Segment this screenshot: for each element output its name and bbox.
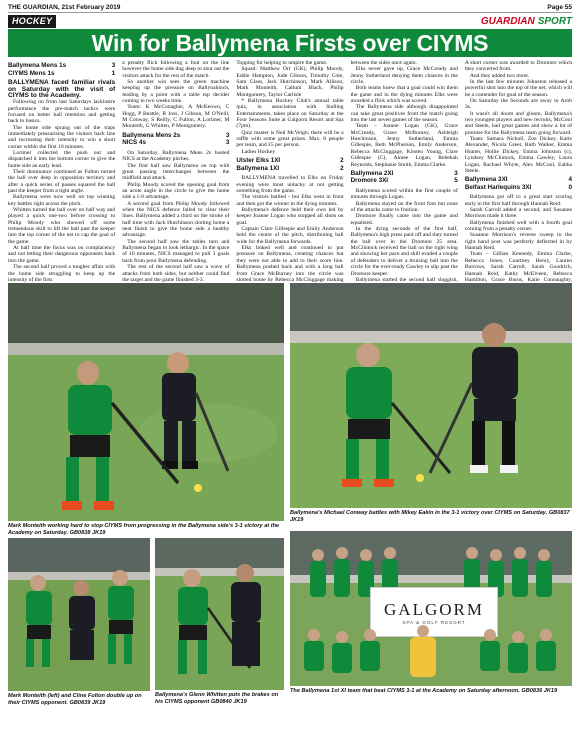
column-2 [122, 60, 230, 283]
headline: Win for Ballymena Firsts over CIYMS [8, 29, 572, 57]
paragraph: On Saturday the Seconds are away to Arob 3s. [464, 98, 573, 111]
photo-caption: Ballymena's Michael Conway battles with Mikey Eakin in the 3-1 victory over CIYMS on Saturday. GB0837 JK19 [290, 510, 570, 523]
photo-image [290, 283, 572, 508]
paragraph: Captain Clare Gillespie and Emily Anderson held the centre of the pitch, distributing ball wide for the Ballymena forwards. [236, 226, 344, 245]
column-4 [350, 60, 458, 283]
section-tag [8, 15, 56, 28]
team-score: 0 [568, 183, 573, 191]
paragraph: Team – Gillian Kennedy, Emma Clarke, Rebecca Jones, Courtney Henry, Lauren Burrows, Sarah Carroll, Sarah Goodrich, Hannah Reid, Kathy McElveen, Rebecca Hamilton, Grace Burns, Katie Connaughty, [464, 251, 573, 283]
paragraph: Team: Samara Nicholl, Zoe Dickey, Katie Alexander, Nicola Greer, Ruth Walker, Emma Hunter, Hollie Dickey, Emma Johnston (c), Lyndsey McClintock, Emma Gawley, Laura Logan, Rachael Whyte, Alex McCool, Eabha Steele. [464, 136, 573, 174]
team-score: 5 [454, 177, 458, 185]
team-name: Ulster Elks 1XI [236, 157, 281, 165]
paragraph: Ballymena finished well with a fourth goal coming from a penalty corner. [464, 219, 573, 233]
score-line [351, 177, 458, 185]
score-block [351, 170, 458, 185]
photo-image [155, 538, 284, 690]
paragraph: Team: K McConaghie, A McKeown, C Hogg, P Beattie, R Joss, J Gibson, M O'Neill, M Conway, S Reilly, C Fulton, A Lorimer, M Monteith, G Whitten, P Montgomery. [122, 104, 230, 130]
team-name: Dromore 3XI [350, 177, 389, 185]
page-header [8, 2, 572, 13]
photo-caption: The Ballymena 1st XI team that beat CIYMS 3-1 at the Academy on Saturday afternoon. GB0836 JK19 [290, 688, 558, 694]
photo-monteith-fulton [8, 538, 150, 691]
team-score: 3 [225, 131, 230, 139]
article-lead: BALLYMENA faced familiar rivals on Saturday with the visit of CIYMS to the Academy. [8, 79, 116, 99]
paragraph: Ballymena were now well on top winning key battles right across the pitch. [8, 194, 116, 207]
score-block [236, 157, 343, 172]
paragraph: In the dying seconds of the first half, Ballymena's high press paid off and they turned the ball over in the Dromore 25 area. McClintock received the ball on the right wing and showing her pace and skill evaded a couple of defenders to deliver a bruising ball into the circle for the ever-ready Gawley to slip past the Dromore keeper. [350, 226, 458, 277]
score-line [8, 70, 115, 78]
paragraph: The second half saw the tables turn and Ballymena began to look lethargic. In the space of 10 minutes, NICS managed to pull 3 goals back from poor Ballymena defending. [122, 238, 230, 264]
paragraph: Sarah Carroll added a second, and Susanne Morrison made it three. [464, 207, 573, 220]
team-name: Belfast Harlequins 3XI [464, 183, 532, 191]
photo-monteith [8, 283, 284, 521]
section-label: HOCKEY [12, 16, 53, 26]
score-line [8, 62, 115, 70]
score-block [8, 62, 115, 77]
paragraph: In the last few minutes Johnston released a powerful shot into the top of the net, which will be a contender for goal of the season. [464, 79, 573, 98]
paragraph: Quiz master is Neil McVeigh; there will be a raffle with some great prizes. Max. 8 people per team, and £5 per person. [236, 129, 344, 149]
paragraph: Whitten turned the ball over on half way and played a quick one-two before crossing to Philip Moody who showed off some tremendous skill to lift the ball past the keeper into the top corner of the net to cap the goal of the game. [8, 207, 116, 245]
column-3 [236, 60, 344, 283]
photo-whitten [155, 538, 284, 690]
paragraph: Ballymena's defence held their own led by keeper Joanne Logan who stopped all shots on goal. [236, 207, 344, 226]
paragraph: The second half proved a tougher affair with the home side struggling to keep up the intensity of the first. [8, 264, 116, 283]
score-line [465, 176, 572, 184]
team-name: Ballymena 2XI [350, 169, 394, 177]
team-score: 1 [111, 69, 116, 77]
paragraph: Topping for helping to umpire the game. [236, 60, 328, 66]
paragraph: On Saturday, Ballymena Mens 2s hosted NICS at the Academy pitches. [122, 149, 230, 163]
photo-caption: Mark Monteith (left) and Cline Fulton double up on their CIYMS opponent. GB0839 JK19 [8, 693, 142, 706]
score-line [122, 139, 229, 147]
photo-image [8, 283, 284, 521]
paragraph: Elks linked well and continued to put pressure on Ballymena, creating chances but they were not able to add to their score line. Ballymena pushed back and with a long ball from Grace McBurney into the circle was slotted home by Rebecca McCluggage making [236, 245, 344, 283]
score-block [465, 176, 572, 191]
score-block [122, 132, 229, 147]
paragraph: The rest of the second half saw a wave of attacks from both sides, but neither could find the target and the game finished 3-3. [122, 264, 230, 283]
paragraph: Their dominance continued as Fulton turned the ball over deep in opposition territory and after a quick series of passes squared the ball past the keeper from a tight angle. [8, 169, 116, 195]
publication-date: THE GUARDIAN, 21st February 2019 [8, 3, 121, 11]
masthead-guardian: GUARDIAN [480, 16, 535, 27]
team-name: Ballymena Mens 1s [8, 62, 67, 69]
score-line [465, 184, 572, 192]
paragraph: The home side sprang out of the traps immediately pressurising the visitors back line and increasing their intensity to win a short corner within the first 10 minutes. [8, 124, 116, 150]
column-5 [464, 60, 573, 283]
paragraph: a penalty flick following a foul on the line however the home side dug deep to shut out the visitors attack for the rest of the match. [122, 60, 230, 79]
paragraph: Philip Moody scored the opening goal from an acute angle in the circle to give the home side a 1-0 advantage. [122, 181, 230, 201]
article-body [8, 60, 573, 283]
section-bar [8, 15, 572, 28]
photo-conway [290, 283, 572, 508]
team-name: Ballymena 3XI [464, 176, 508, 184]
paragraph: The Ballymena side although disappointed can take great positives from the match going into the last seven games of the season. [350, 104, 458, 124]
paragraph: Squad: Matthew Orr (GK), Philip Moody, Eddie Hampton, Jude Gibson, Timothy Cole, Sam Glass, Jack Hutchinson, Mark Allison, Mark Monteith, Callum Black, Philip Montgomery, Taylor Carlisle [236, 66, 344, 98]
paragraph: Dromore finally came into the game and equalised. [350, 213, 458, 226]
paragraph: A short corner was awarded to Dromore which they converted from. [464, 60, 573, 73]
sponsor-tagline: SPA & GOLF RESORT [402, 619, 466, 625]
photo-image [8, 538, 150, 691]
paragraph: Lorimer collected the push out and dispatched it into the bottom corner to give the home side an early lead. [8, 149, 116, 169]
score-line [236, 157, 343, 165]
sponsor-brand: GALGORM [384, 599, 484, 619]
paragraph: Team – Joanne Logan (GK), Grace McCready, Grace McBurney, Ashleigh Hutchinson, Jenny Sutherland, Emma Gillespie, Beth McPherson, Emily Anderson, Rebecca McCluggage, Kirsten Young, Clare Gillespie (C), Aimee Logan, Rebekah Reynolds, Stephanie Smith, Emma Clarke. [350, 123, 458, 168]
paragraph: Following on from last Saturdays lacklustre performance the pre-match tactics were focused on better ball retention and getting back to basics. [8, 99, 116, 125]
paragraph: Ballymena stayed on the front foot but none of the attacks came to fruition. [350, 200, 458, 214]
team-score: 4 [568, 176, 573, 184]
team-name: Ballymena 1XI [236, 164, 280, 172]
paragraph: Ballymena scored within the first couple of minutes through Logan. [350, 188, 458, 201]
paragraph: * Ballymena Hockey Club's annual table quiz, in association with Stalling Entertainments, takes place on Saturday at the Four Seasons Suite at Galgorm Resort and Spa (7pm). [236, 98, 344, 130]
paragraph: Both teams knew that a goal could win them the game and in the dying minutes Elks were awarded a flick which was scored. [350, 85, 458, 105]
score-line [351, 170, 458, 178]
paragraph: Elks never gave up, Grace McCready and Jenny Sutherland denying them chances in the circle. [350, 66, 458, 86]
paragraph: Ballymena got off to a great start scoring early in the first half through Hannah Reid. [464, 194, 573, 207]
paragraph: Susanne Morrison's reverse sweep to the right hand post was perfectly deflected in by Hannah Reid. [464, 232, 573, 252]
paragraph: A second goal from Philip Moody followed when the NICS defence failed to clear their lines. Ballymena added a third on the stroke of half time with Jack Hutchinson slotting home a neat finish to give the home side a healthy advantage. [122, 200, 230, 239]
team-name: Ballymena Mens 2s [122, 131, 181, 139]
page-number: Page 55 [547, 3, 572, 11]
photo-caption: Ballymena's Glenn Whitten puts the brakes on his CIYMS opponent GB0840 JK19 [155, 692, 279, 705]
paragraph: Ballymena started the second half sluggish, [355, 276, 458, 283]
paragraph: It wasn't all doom and gloom, Ballymena's two youngest players and new recruits, McCool and Steele, had great games and show a lot of promise for the Ballymena team going forward. [464, 110, 573, 136]
paragraph: The first half saw Ballymena on top with great passing interchanges between the midfield and attack. [122, 162, 230, 182]
score-line [236, 165, 343, 173]
masthead-sport: SPORT [537, 16, 572, 27]
team-name: CIYMS Mens 1s [8, 69, 55, 77]
team-score: 3 [225, 139, 230, 147]
photo-team [290, 531, 572, 686]
subheading: Ladies Hockey [241, 148, 276, 155]
paragraph: And they added two more. [469, 72, 530, 79]
column-1 [8, 60, 116, 283]
photo-caption: Mark Monteith working hard to stop CIYMS from progressing in the Ballymena side's 3-1 victory at the Academy on Saturday. GB0838 JK19 [8, 523, 280, 536]
paragraph: The visitors battled - but Elks went in front and then got the winner in the dying minutes. [236, 194, 344, 207]
paragraph: At half time the focus was on complacency and not letting their dangerous opponents back into the game. [8, 245, 116, 264]
sponsor-banner [370, 587, 498, 637]
team-score: 2 [340, 157, 344, 165]
score-line [122, 132, 229, 140]
team-name: NICS 4s [122, 139, 147, 147]
masthead-logo [481, 15, 572, 28]
team-score: 3 [111, 62, 116, 69]
paragraph: between the sides once again. [350, 60, 417, 66]
team-score: 3 [454, 169, 458, 177]
paragraph: BALLYMENA travelled to Elks on Friday evening were most unlucky at not getting something from the game. [236, 175, 344, 195]
paragraph: So another win sees the green machine keeping up the pressure on Ballynahinch, leading by a point with a table top decider coming in two weeks time. [122, 79, 230, 105]
team-score: 2 [340, 164, 344, 172]
